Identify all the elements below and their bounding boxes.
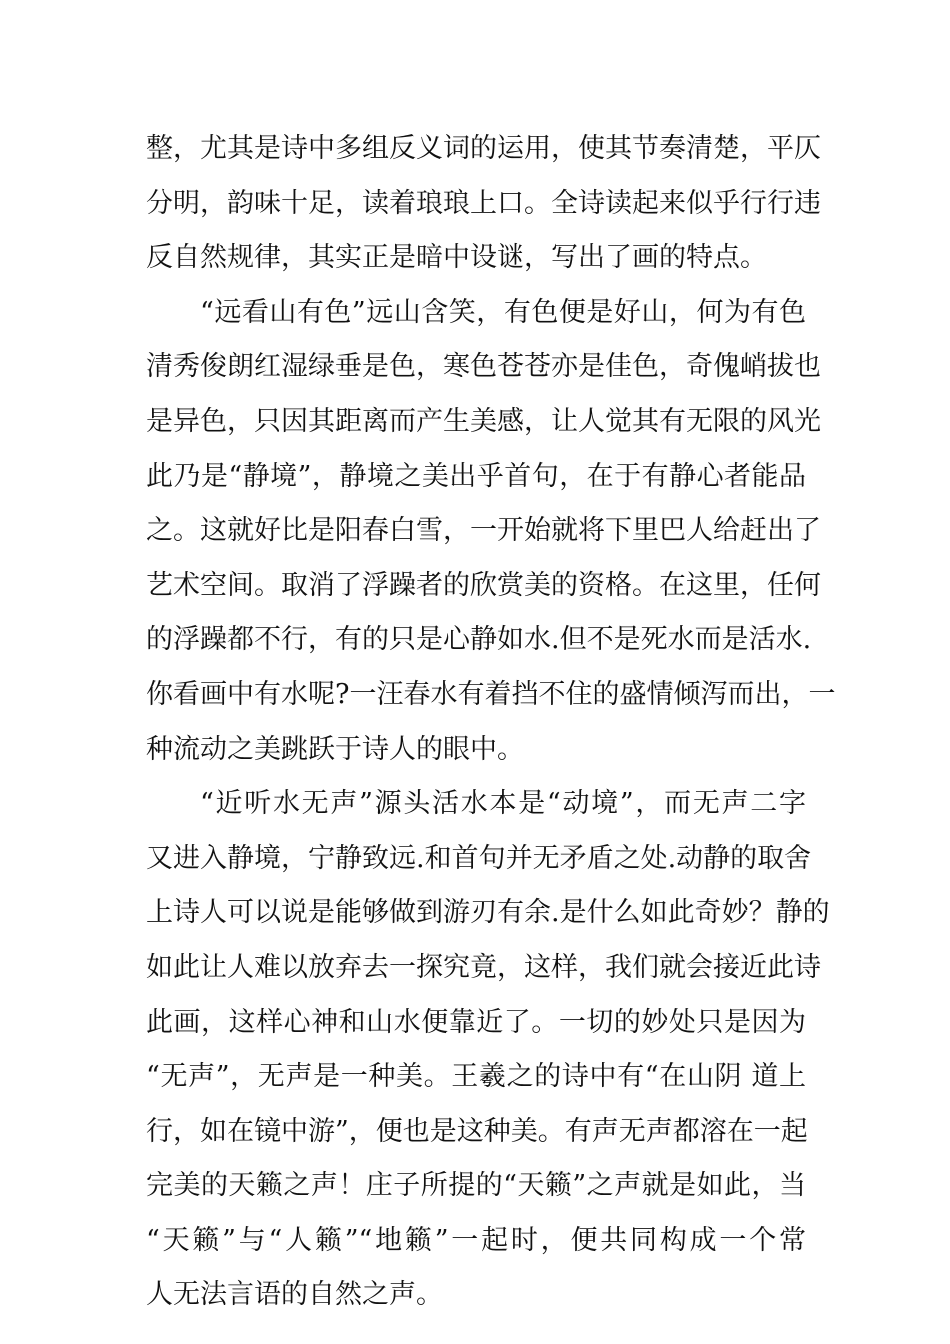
- text-line: “远看山有色”远山含笑，有色便是好山，何为有色: [200, 296, 806, 328]
- text-line: 人无法言语的自然之声。: [146, 1279, 443, 1311]
- body-text: [146, 122, 836, 1323]
- text-line: 之。这就好比是阳春白雪，一开始就将下里巴人给赶出了: [146, 515, 821, 547]
- text-line: “无声”，无声是一种美。王羲之的诗中有“在山阴 道上: [146, 1061, 806, 1093]
- text-line: 分明，韵味十足，读着琅琅上口。全诗读起来似乎行行违: [146, 187, 821, 219]
- text-line: 整，尤其是诗中多组反义词的运用，使其节奏清楚，平仄: [146, 133, 821, 164]
- text-line: “天籁”与“人籁”“地籁”一起时，便共同构成一个常: [146, 1224, 806, 1256]
- text-line: 清秀俊朗红湿绿垂是色，寒色苍苍亦是佳色，奇傀峭拔也: [146, 351, 821, 383]
- text-line: 此画，这样心神和山水便靠近了。一切的妙处只是因为: [146, 1006, 806, 1038]
- text-line: “近听水无声”源头活水本是“动境”，而无声二字: [200, 788, 806, 820]
- text-line: 反自然规律，其实正是暗中设谜，写出了画的特点。: [146, 242, 767, 274]
- text-line: 的浮躁都不行，有的只是心静如水.但不是死水而是活水.: [146, 624, 812, 656]
- text-line: 艺术空间。取消了浮躁者的欣赏美的资格。在这里，任何: [146, 569, 821, 601]
- text-line: 你看画中有水呢?一汪春水有着挡不住的盛情倾泻而出，一: [146, 678, 836, 710]
- text-line: 是异色，只因其距离而产生美感，让人觉其有无限的风光: [146, 405, 821, 437]
- text-line: 行，如在镜中游”，便也是这种美。有声无声都溶在一起: [146, 1115, 808, 1147]
- text-line: 此乃是“静境”，静境之美出乎首句，在于有静心者能品: [146, 460, 806, 492]
- text-line: 完美的天籁之声！庄子所提的“天籁”之声就是如此，当: [146, 1170, 806, 1202]
- text-line: 如此让人难以放弃去一探究竟，这样，我们就会接近此诗: [146, 951, 821, 983]
- text-line: 种流动之美跳跃于诗人的眼中。: [146, 733, 524, 765]
- text-line: 又进入静境，宁静致远.和首句并无矛盾之处.动静的取舍: [146, 842, 812, 874]
- text-line: 上诗人可以说是能够做到游刃有余.是什么如此奇妙？静的: [146, 897, 830, 929]
